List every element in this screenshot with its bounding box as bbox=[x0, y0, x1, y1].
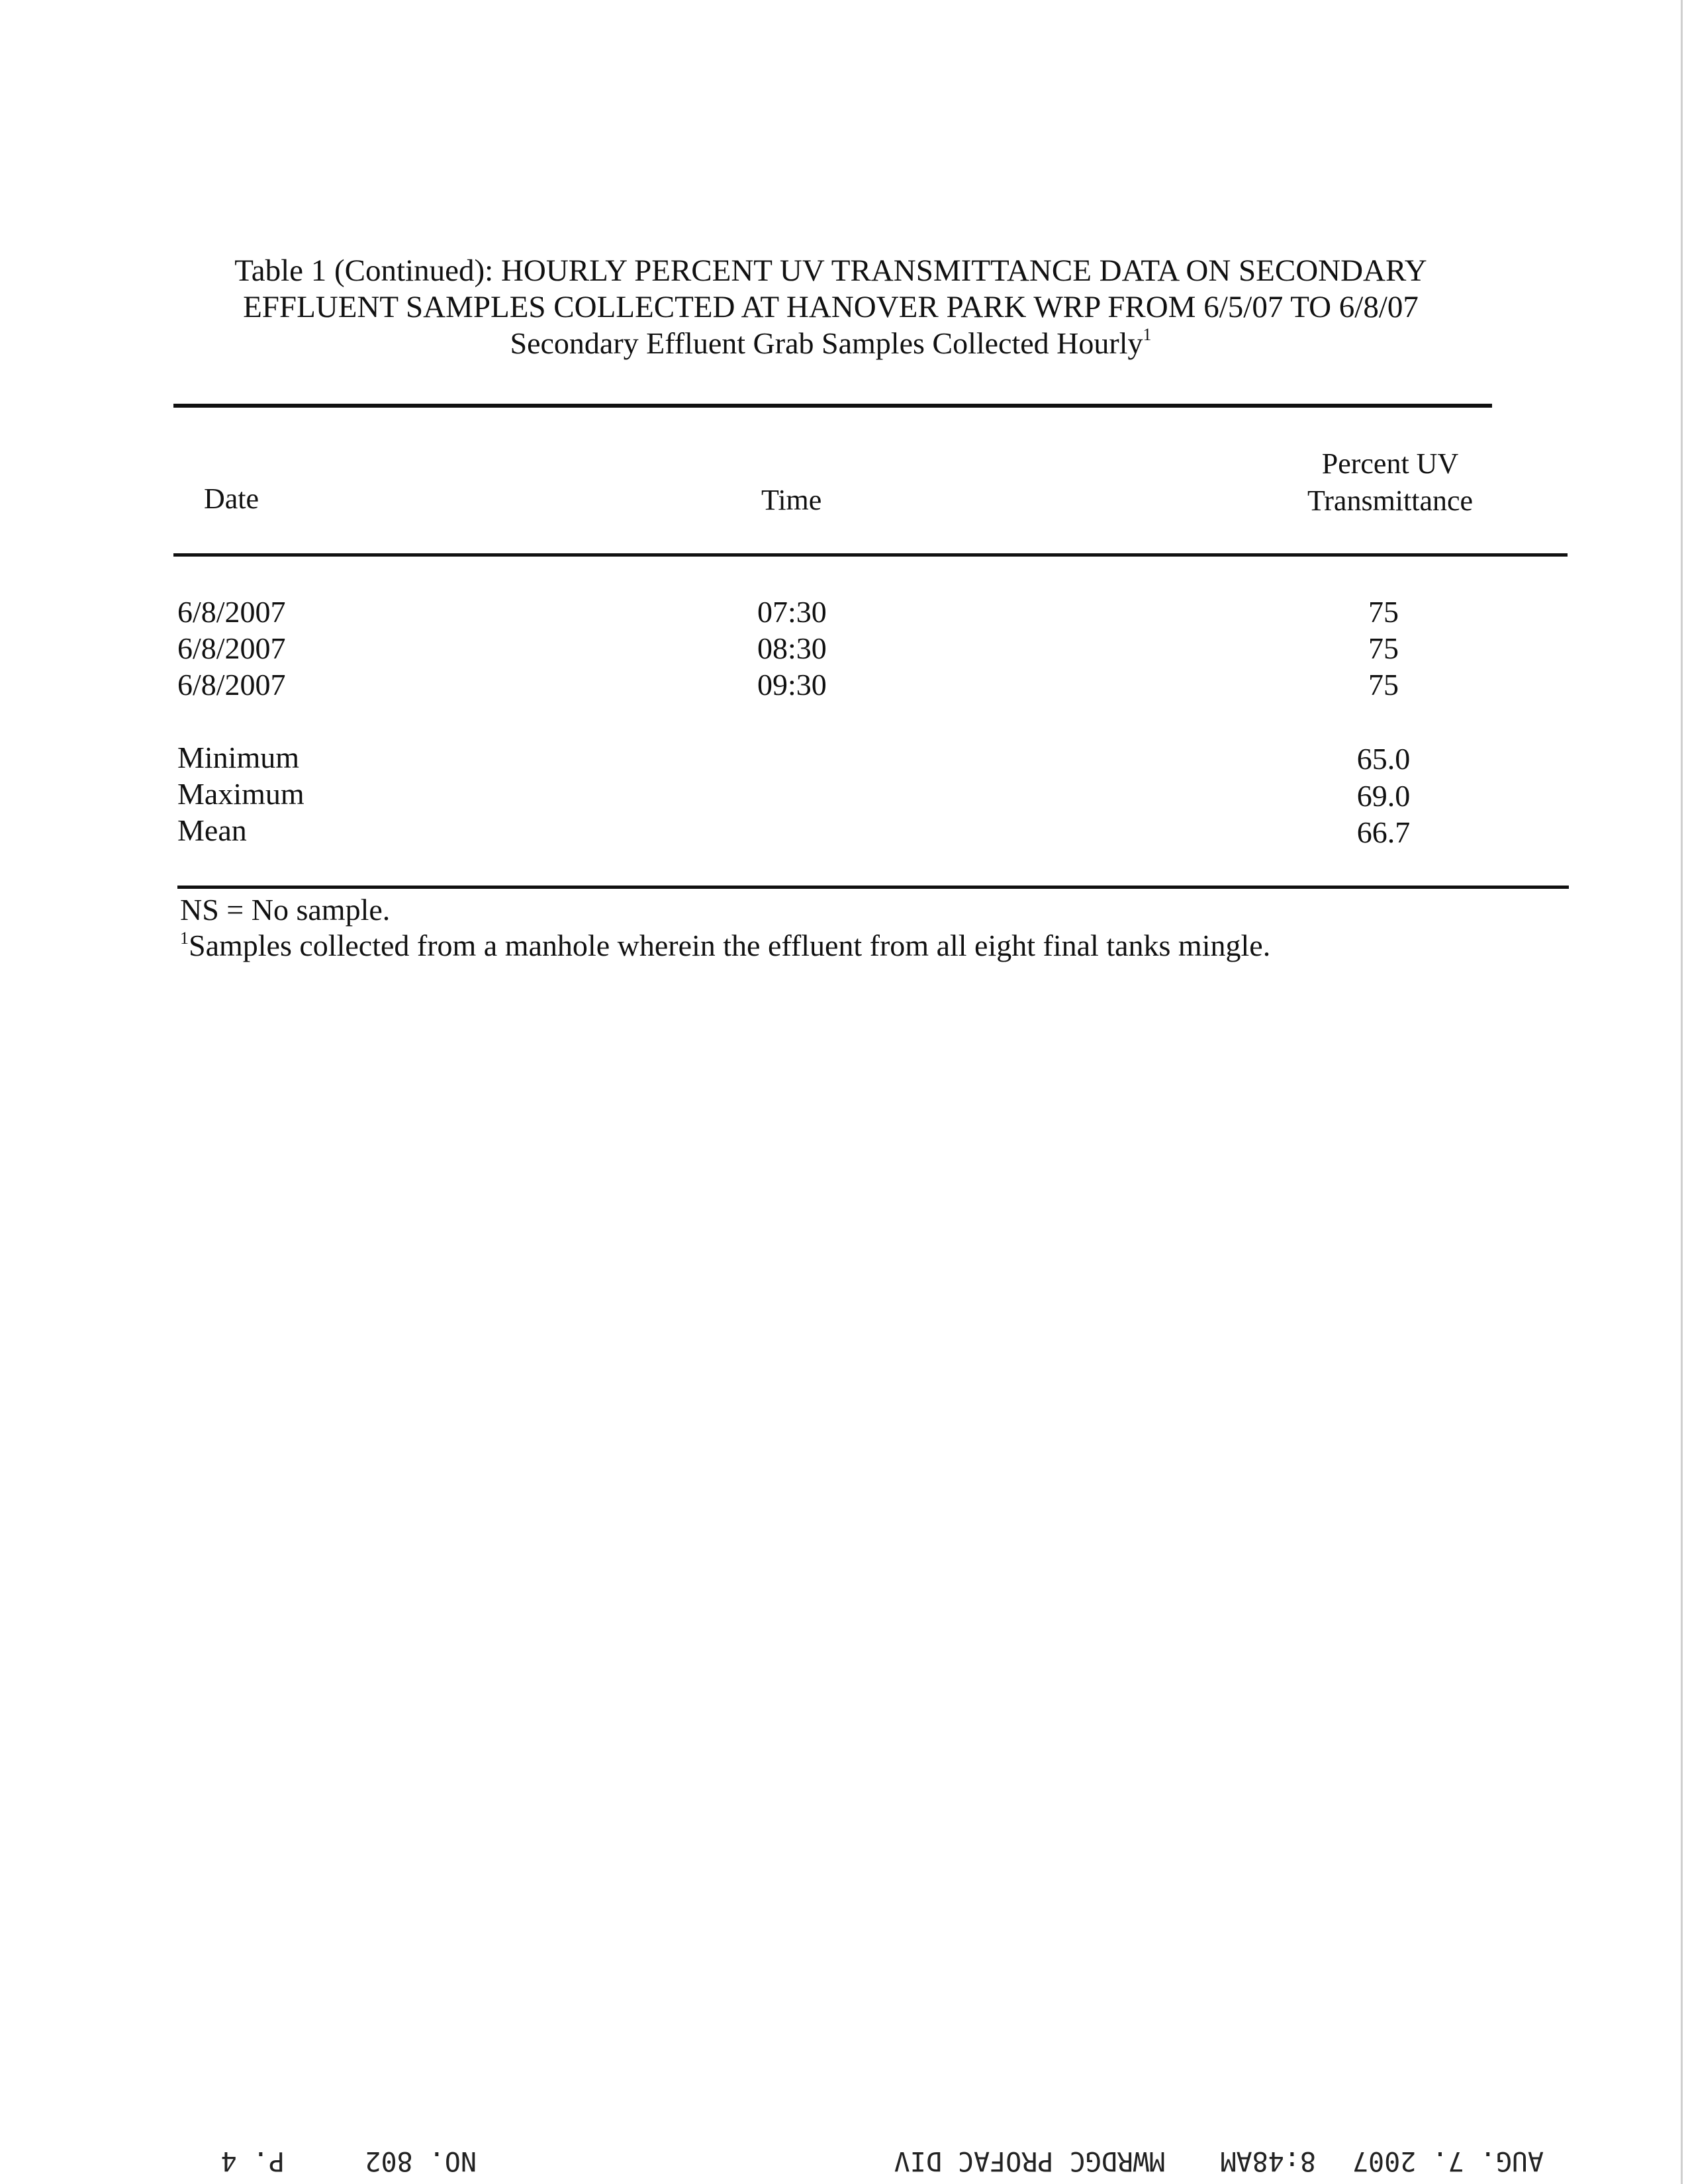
row-uv: 75 bbox=[1368, 595, 1399, 629]
fax-header-upside-down bbox=[0, 2136, 1688, 2176]
table-caption-line-2: EFFLUENT SAMPLES COLLECTED AT HANOVER PARK WRP FROM 6/5/07 TO 6/8/07 bbox=[243, 290, 1419, 324]
row-date: 6/8/2007 bbox=[177, 631, 286, 665]
fax-page: P. 4 bbox=[220, 2146, 285, 2176]
footnote-mark: 1 bbox=[1143, 325, 1152, 344]
row-time: 09:30 bbox=[757, 668, 827, 702]
column-header-uv-line-2: Transmittance bbox=[1307, 484, 1474, 517]
header-rule bbox=[173, 553, 1568, 557]
row-time: 08:30 bbox=[757, 631, 827, 665]
footnote bbox=[180, 928, 1270, 963]
fax-time: 8:48AM bbox=[1220, 2146, 1316, 2176]
column-header-uv bbox=[1258, 445, 1523, 520]
row-uv: 75 bbox=[1368, 668, 1399, 702]
summary-label-maximum: Maximum bbox=[177, 777, 305, 811]
top-rule bbox=[173, 404, 1492, 408]
row-date: 6/8/2007 bbox=[177, 668, 286, 702]
row-date: 6/8/2007 bbox=[177, 595, 286, 629]
table-subtitle-text: Secondary Effluent Grab Samples Collected Hourly bbox=[510, 326, 1143, 360]
summary-label-minimum: Minimum bbox=[177, 741, 300, 774]
summary-value-mean: 66.7 bbox=[1356, 815, 1411, 849]
column-header-date: Date bbox=[204, 482, 259, 515]
column-header-uv-line-1: Percent UV bbox=[1321, 447, 1459, 480]
bottom-rule bbox=[177, 886, 1569, 889]
summary-value-maximum: 69.0 bbox=[1356, 779, 1411, 813]
summary-label-mean: Mean bbox=[177, 813, 247, 847]
note-ns: NS = No sample. bbox=[180, 893, 391, 927]
row-uv: 75 bbox=[1368, 631, 1399, 665]
summary-value-minimum: 65.0 bbox=[1356, 742, 1411, 776]
page-edge bbox=[1681, 0, 1683, 2184]
table-caption-line-1: Table 1 (Continued): HOURLY PERCENT UV TRANSMITTANCE DATA ON SECONDARY bbox=[234, 253, 1427, 288]
fax-date: AUG. 7. 2007 bbox=[1352, 2146, 1544, 2176]
fax-sender: MWRDGC PROFAC DIV bbox=[894, 2146, 1165, 2176]
fax-number: NO. 802 bbox=[365, 2146, 477, 2176]
row-time: 07:30 bbox=[757, 595, 827, 629]
table-subtitle bbox=[159, 325, 1503, 361]
column-header-time: Time bbox=[761, 484, 822, 516]
footnote-text: Samples collected from a manhole wherein the effluent from all eight final tanks mingle. bbox=[189, 929, 1271, 962]
footnote-number: 1 bbox=[180, 929, 189, 948]
